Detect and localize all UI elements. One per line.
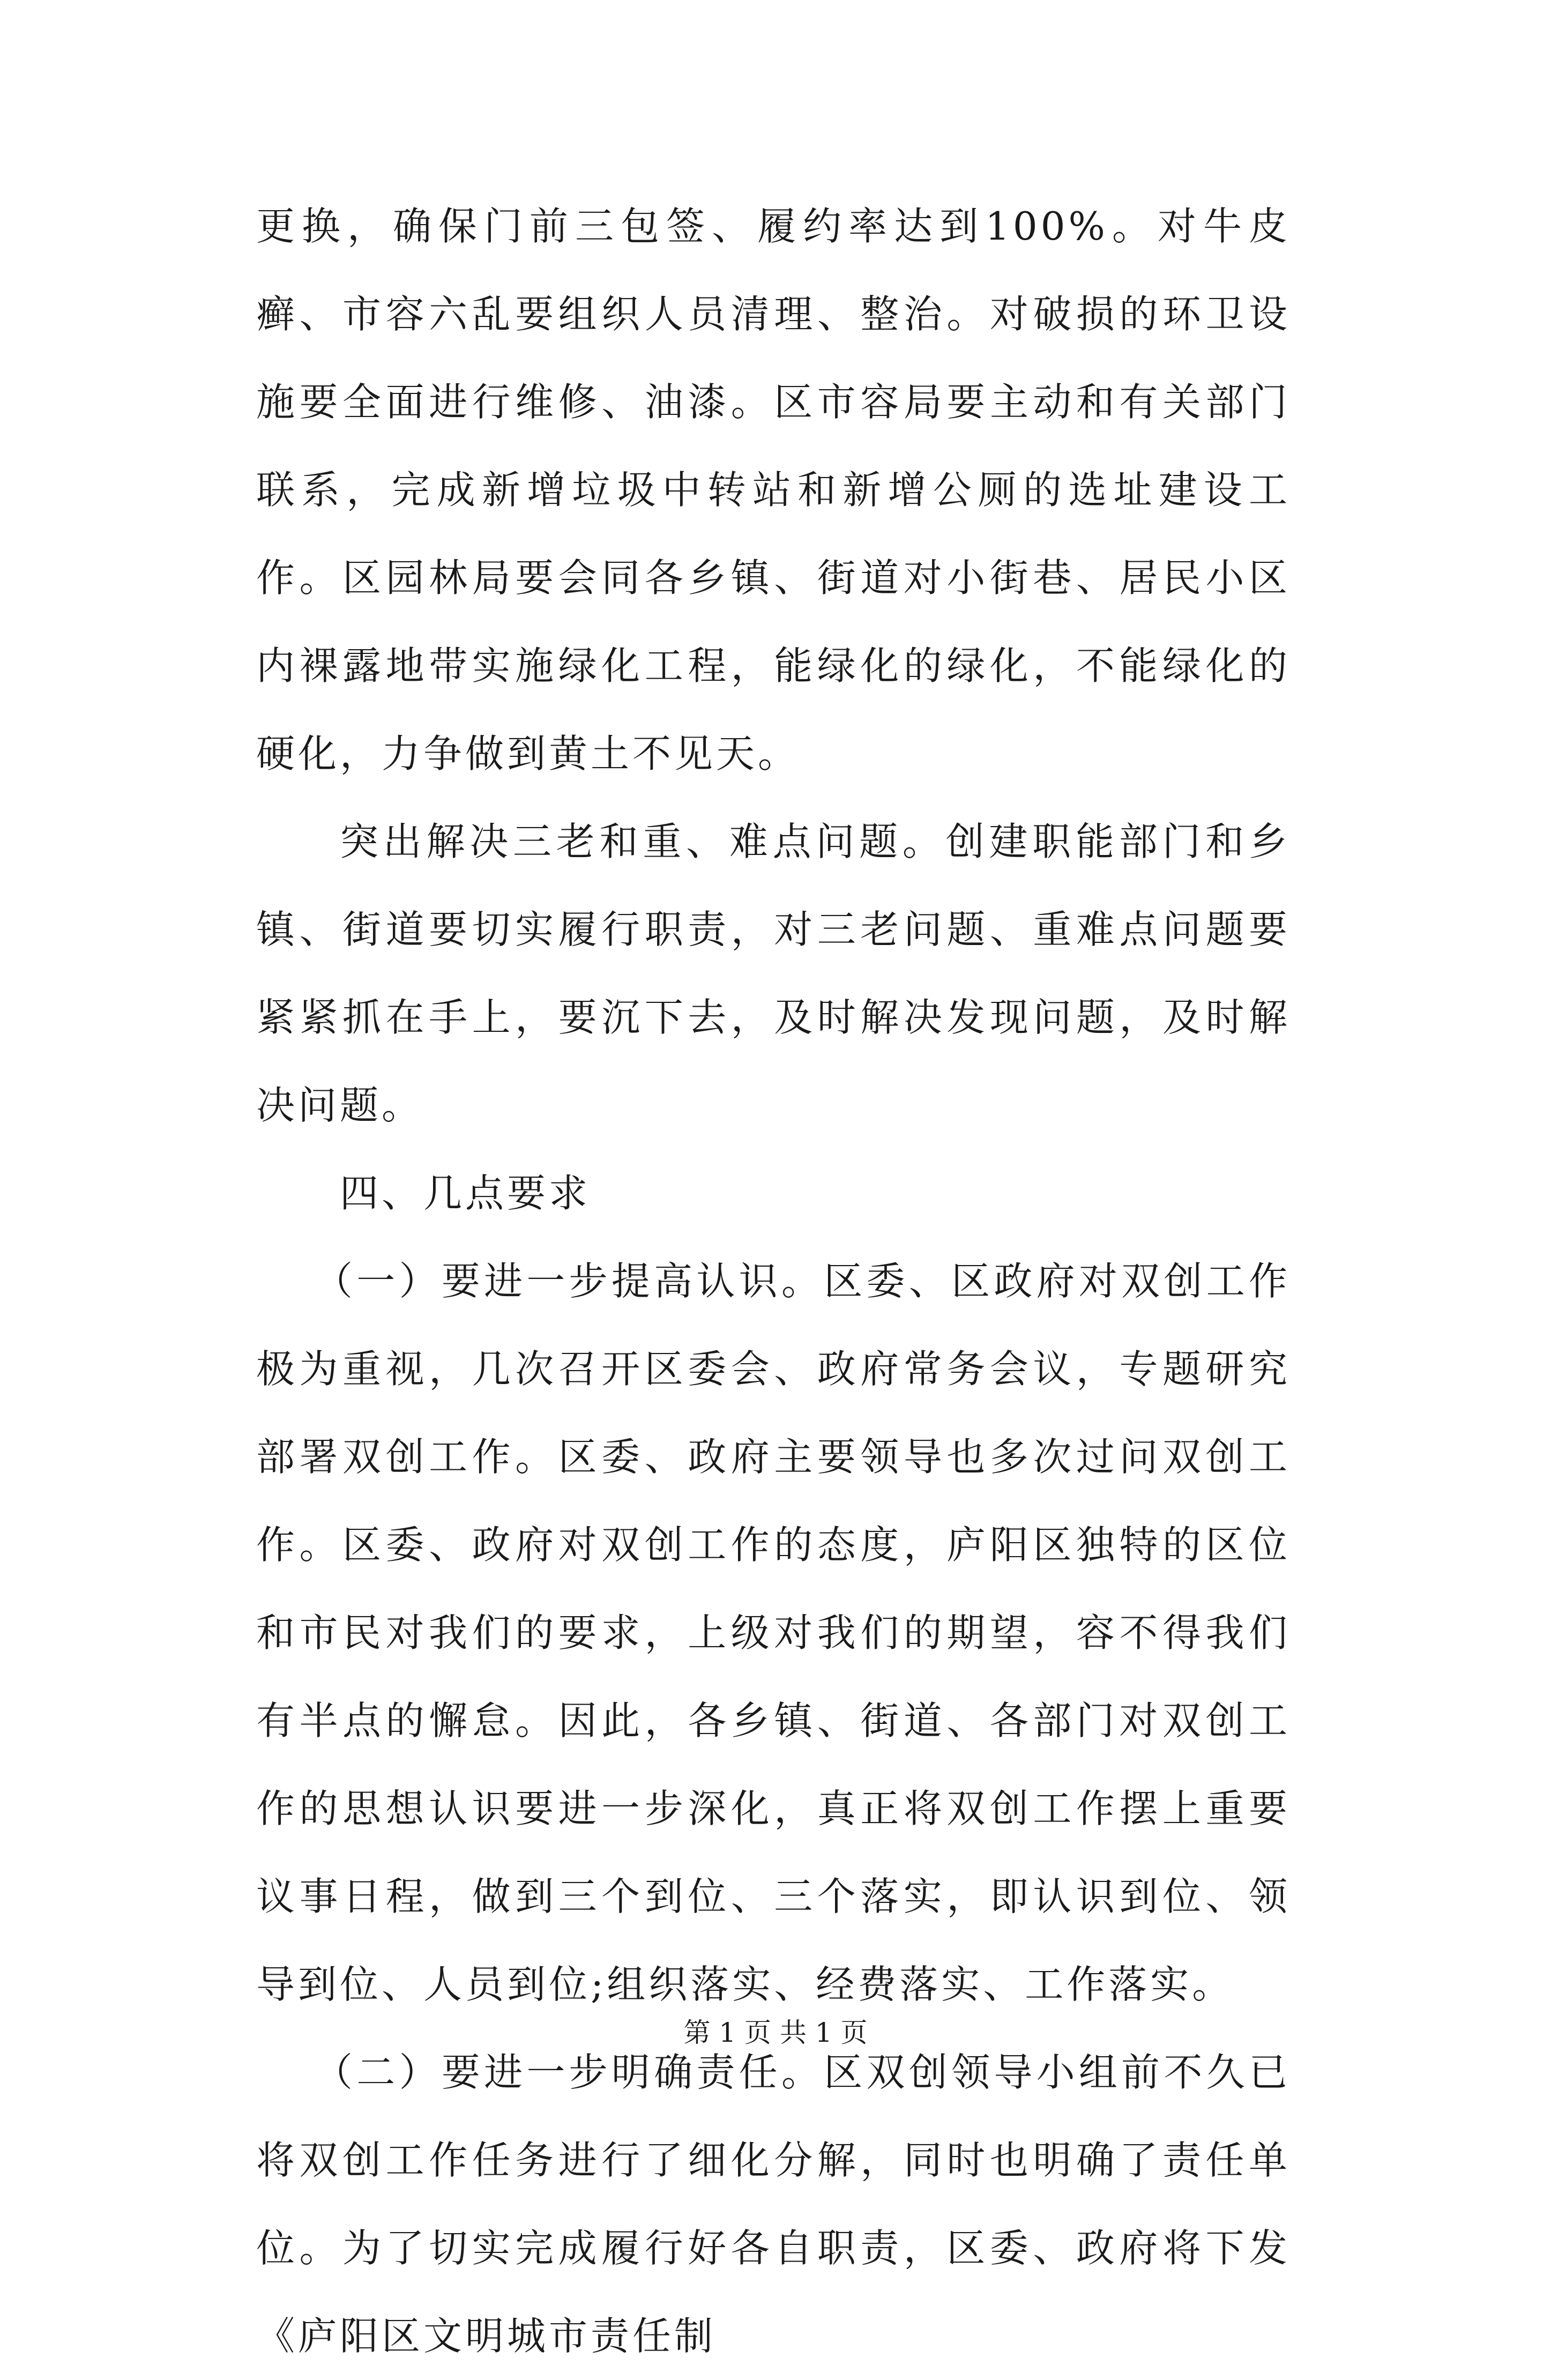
page-footer: 第 1 页 共 1 页 bbox=[683, 2017, 868, 2048]
paragraph-key-issues: 突出解决三老和重、难点问题。创建职能部门和乡镇、街道要切实履行职责，对三老问题、重难点问题要紧紧抓在手上，要沉下去，及时解决发现问题，及时解决问题。 bbox=[256, 819, 1291, 1128]
document-body bbox=[256, 182, 1291, 2380]
section-heading-requirements: 四、几点要求 bbox=[340, 1171, 591, 1216]
paragraph-requirement-1: （一）要进一步提高认识。区委、区政府对双创工作极为重视，几次召开区委会、政府常务会议，专题研究部署双创工作。区委、政府主要领导也多次过问双创工作。区委、政府对双创工作的态度，庐阳区独特的区位和市民对我们的要求，上级对我们的期望，容不得我们有半点的懈怠。因此，各乡镇、街道、各部门对双创工作的思想认识要进一步深化，真正将双创工作摆上重要议事日程，做到三个到位、三个落实，即认识到位、领导到位、人员到位;组织落实、经费落实、工作落实。 bbox=[256, 1259, 1291, 2007]
paragraph-continuation: 更换，确保门前三包签、履约率达到100%。对牛皮癣、市容六乱要组织人员清理、整治。对破损的环卫设施要全面进行维修、油漆。区市容局要主动和有关部门联系，完成新增垃圾中转站和新增公厕的选址建设工作。区园林局要会同各乡镇、街道对小街巷、居民小区内裸露地带实施绿化工程，能绿化的绿化，不能绿化的硬化，力争做到黄土不见天。 bbox=[256, 204, 1291, 776]
paragraph-requirement-2: （二）要进一步明确责任。区双创领导小组前不久已将双创工作任务进行了细化分解，同时也明确了责任单位。为了切实完成履行好各自职责，区委、政府将下发《庐阳区文明城市责任制 bbox=[256, 2050, 1291, 2359]
